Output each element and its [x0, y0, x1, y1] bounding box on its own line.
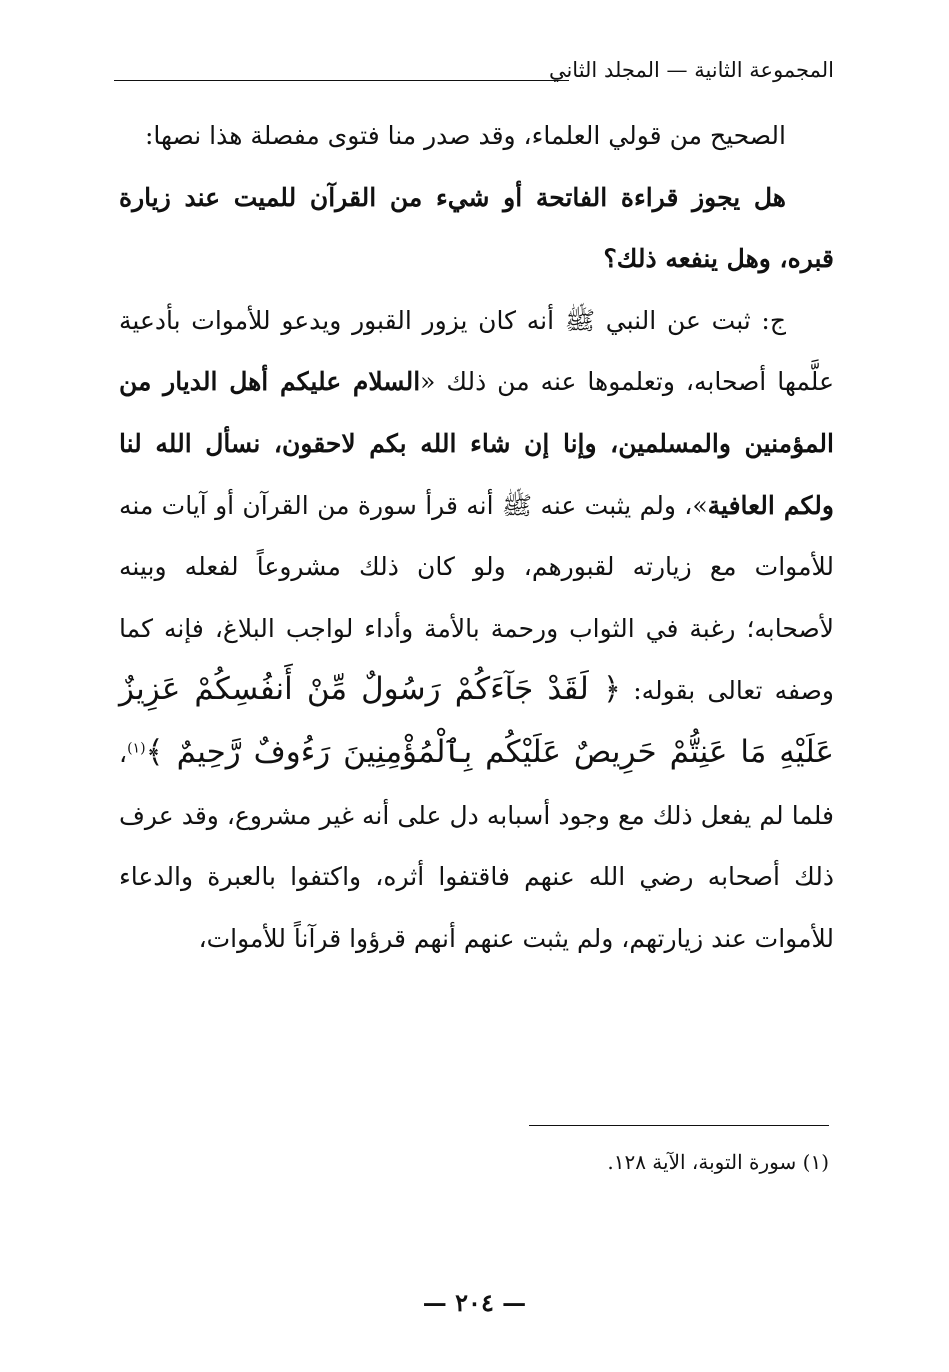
main-text — [119, 105, 834, 969]
header-title: المجموعة الثانية — المجلد الثاني — [548, 58, 834, 82]
footnote: (١) سورة التوبة، الآية ١٢٨. — [607, 1150, 829, 1174]
quran-verse: ﴿ لَقَدْ جَآءَكُمْ رَسُولٌ مِّنْ أَنفُسِكُمْ عَزِيزٌ عَلَيْهِ مَا عَنِتُّمْ حَرِيصٌ عَلَيْكُم بِٱلْمُؤْمِنِينَ رَءُوفٌ رَّحِيمٌ ﴾ — [119, 671, 834, 770]
header-rule — [114, 80, 569, 81]
answer-text-3: ، فلما لم يفعل ذلك مع وجود أسبابه دل على أنه غير مشروع، وقد عرف ذلك أصحابه رضي الله عنهم فاقتفوا أثره، واكتفوا بالعبرة والدعاء للأموات عند زيارتهم، ولم يثبت عنهم أنهم قرؤوا قرآناً للأموات، — [119, 738, 834, 953]
page-number: — ٢٠٤ — — [422, 1288, 527, 1317]
running-header — [114, 52, 834, 92]
footnote-rule — [529, 1125, 829, 1126]
hadith-quote: السلام عليكم أهل الديار من المؤمنين والمسلمين، وإنا إن شاء الله بكم لاحقون، نسأل الله لنا ولكم العافية — [119, 367, 834, 520]
answer-text-1: ج: ثبت عن النبي ﷺ أنه كان يزور القبور ويدعو للأموات بأدعية علَّمها أصحابه، وتعلموها عنه من ذلك « — [119, 305, 834, 397]
answer-paragraph — [119, 290, 834, 970]
intro-paragraph: الصحيح من قولي العلماء، وقد صدر منا فتوى مفصلة هذا نصها: — [144, 121, 786, 150]
answer-text-2: »، ولم يثبت عنه ﷺ أنه قرأ سورة من القرآن أو آيات منه للأموات مع زيارته لقبورهم، ولو كان ذلك مشروعاً لفعله وبينه لأصحابه؛ رغبة في الثواب ورحمة بالأمة وأداء لواجب البلاغ، فإنه كما وصفه تعالى بقوله: — [119, 490, 834, 706]
footnote-reference: (١) — [127, 740, 146, 757]
question-paragraph: هل يجوز قراءة الفاتحة أو شيء من القرآن للميت عند زيارة قبره، وهل ينفعه ذلك؟ — [119, 182, 834, 274]
